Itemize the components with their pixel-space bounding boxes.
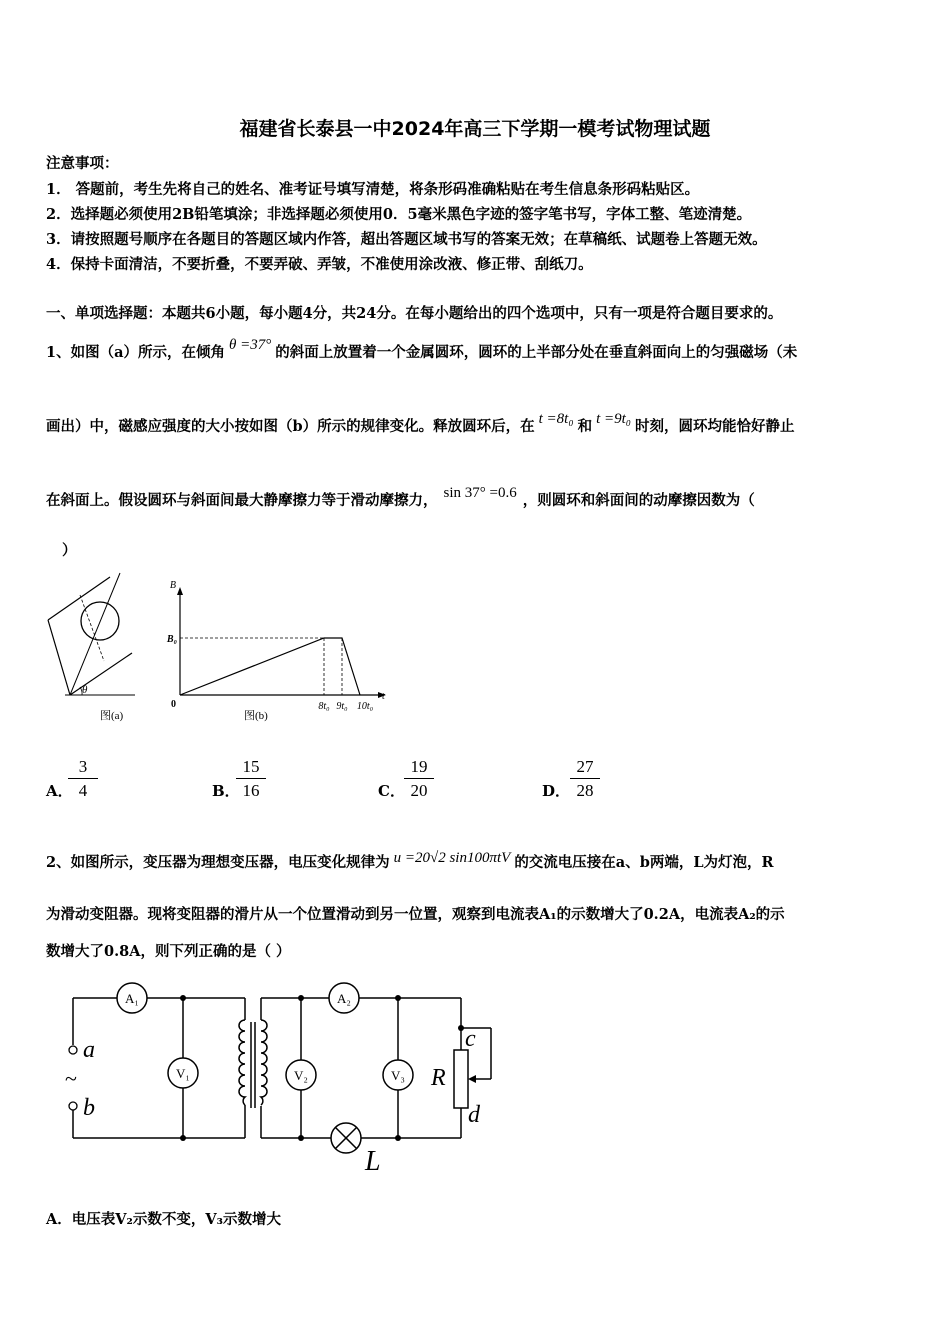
- q1-and: 和: [577, 418, 593, 435]
- q2-option-a[interactable]: A．电压表V₂示数不变，V₃示数增大: [46, 1211, 281, 1228]
- q1-line4: ）: [62, 542, 77, 559]
- q1-line3-text-b: ，则圆环和斜面间的动摩擦因数为（: [522, 492, 755, 509]
- q1-line2-text-b: 时刻，圆环均能恰好静止: [634, 418, 795, 435]
- fig-b-x-label: t: [382, 691, 385, 702]
- q1-line3: [46, 485, 755, 510]
- q2-line1-text-a: 2、如图所示，变压器为理想变压器，电压变化规律为: [46, 854, 390, 871]
- q1-line1-text-a: 1、如图（a）所示，在倾角: [46, 344, 225, 361]
- section-heading: 一、单项选择题：本题共6小题，每小题4分，共24分。在每小题给出的四个选项中，只有一项是符合题目要求的。: [46, 305, 783, 322]
- q1-option-b-fraction[interactable]: [236, 756, 266, 803]
- fig-b-caption: 图(b): [244, 710, 268, 722]
- q1-time2-math: t =9t₀: [596, 411, 631, 427]
- label-a2: A₂: [337, 991, 351, 1006]
- label-b: b: [83, 1095, 95, 1121]
- q1-option-d-letter[interactable]: D．: [542, 782, 571, 800]
- page-title: 福建省长泰县一中2024年高三下学期一模考试物理试题: [239, 118, 711, 140]
- q1-option-a-den: 4: [78, 781, 88, 800]
- circuit-diagram: [55, 980, 515, 1180]
- q1-option-b-den: 16: [242, 781, 260, 800]
- label-v3: V₃: [391, 1068, 405, 1083]
- q1-option-b-num: 15: [236, 756, 266, 779]
- notice-item-3: 3．请按照题号顺序在各题目的答题区域内作答，超出答题区域书写的答案无效；在草稿纸、试题卷上答题无效。: [46, 231, 767, 248]
- fig-b-tick-8t0: 8t₀: [318, 701, 330, 712]
- q2-line3: 数增大了0.8A，则下列正确的是（ ）: [46, 943, 291, 960]
- q2-line1-text-b: 的交流电压接在a、b两端，L为灯泡，R: [514, 854, 774, 871]
- q1-line1: [46, 337, 798, 362]
- q1-option-d-fraction[interactable]: [570, 756, 600, 803]
- label-c: c: [465, 1026, 476, 1052]
- fig-b-origin: 0: [171, 699, 176, 710]
- q1-option-c-fraction[interactable]: [404, 756, 434, 803]
- fig-b-b0: B₀: [166, 634, 177, 645]
- q1-option-a-num: 3: [68, 756, 98, 779]
- q1-option-c-letter[interactable]: C．: [378, 782, 405, 800]
- notice-item-4: 4．保持卡面清洁，不要折叠，不要弄破、弄皱，不准使用涂改液、修正带、刮纸刀。: [46, 256, 593, 273]
- fig-b-tick-9t0: 9t₀: [336, 701, 348, 712]
- q2-line2: 为滑动变阻器。现将变阻器的滑片从一个位置滑动到另一位置，观察到电流表A₁的示数增大了0.2A，电流表A₂的示: [46, 906, 785, 923]
- q1-option-d-den: 28: [576, 781, 594, 800]
- label-a: a: [83, 1037, 95, 1063]
- q1-option-a-letter[interactable]: A．: [46, 782, 73, 800]
- notice-item-1: 1． 答题前，考生先将自己的姓名、准考证号填写清楚，将条形码准确粘贴在考生信息条形码粘贴区。: [46, 181, 700, 198]
- q1-sin-math: sin 37° =0.6: [443, 485, 517, 501]
- label-v2: V₂: [294, 1068, 308, 1083]
- label-r: R: [431, 1065, 446, 1091]
- figure-a: [40, 565, 140, 725]
- fig-b-y-label: B: [169, 580, 176, 591]
- q1-line2-text-a: 画出）中，磁感应强度的大小按如图（b）所示的规律变化。释放圆环后，在: [46, 418, 535, 435]
- q1-line3-text-a: 在斜面上。假设圆环与斜面间最大静摩擦力等于滑动摩擦力，: [46, 492, 438, 509]
- terminal-b: [69, 1102, 77, 1110]
- q1-option-c-num: 19: [404, 756, 434, 779]
- q1-option-b-letter[interactable]: B．: [212, 782, 240, 800]
- notice-heading: 注意事项：: [46, 155, 119, 172]
- figure-b: [158, 575, 398, 725]
- label-l: L: [365, 1146, 381, 1177]
- terminal-a: [69, 1046, 77, 1054]
- q1-option-a-fraction[interactable]: [68, 756, 98, 803]
- rheostat-r: [454, 1050, 468, 1108]
- label-v1: V₁: [176, 1066, 190, 1081]
- label-a1: A₁: [125, 991, 139, 1006]
- q2-voltage-math: u =20√2 sin100πtV: [393, 850, 511, 866]
- q1-line1-text-b: 的斜面上放置着一个金属圆环，圆环的上半部分处在垂直斜面向上的匀强磁场（未: [275, 344, 798, 361]
- fig-a-theta: θ: [82, 684, 88, 696]
- ac-source-tilde: ~: [65, 1066, 77, 1091]
- notice-item-2: 2．选择题必须使用2B铅笔填涂；非选择题必须使用0．5毫米黑色字迹的签字笔书写，字体工整、笔迹清楚。: [46, 206, 752, 223]
- q1-time1-math: t =8t₀: [538, 411, 574, 427]
- fig-b-tick-10t0: 10t₀: [356, 701, 374, 712]
- fig-a-caption: 图(a): [100, 710, 124, 722]
- q2-line1: [46, 851, 774, 872]
- label-d: d: [468, 1102, 480, 1128]
- q1-line2: [46, 411, 795, 436]
- q1-option-c-den: 20: [410, 781, 428, 800]
- q1-angle-math: θ =37°: [228, 337, 272, 353]
- q1-option-d-num: 27: [570, 756, 600, 779]
